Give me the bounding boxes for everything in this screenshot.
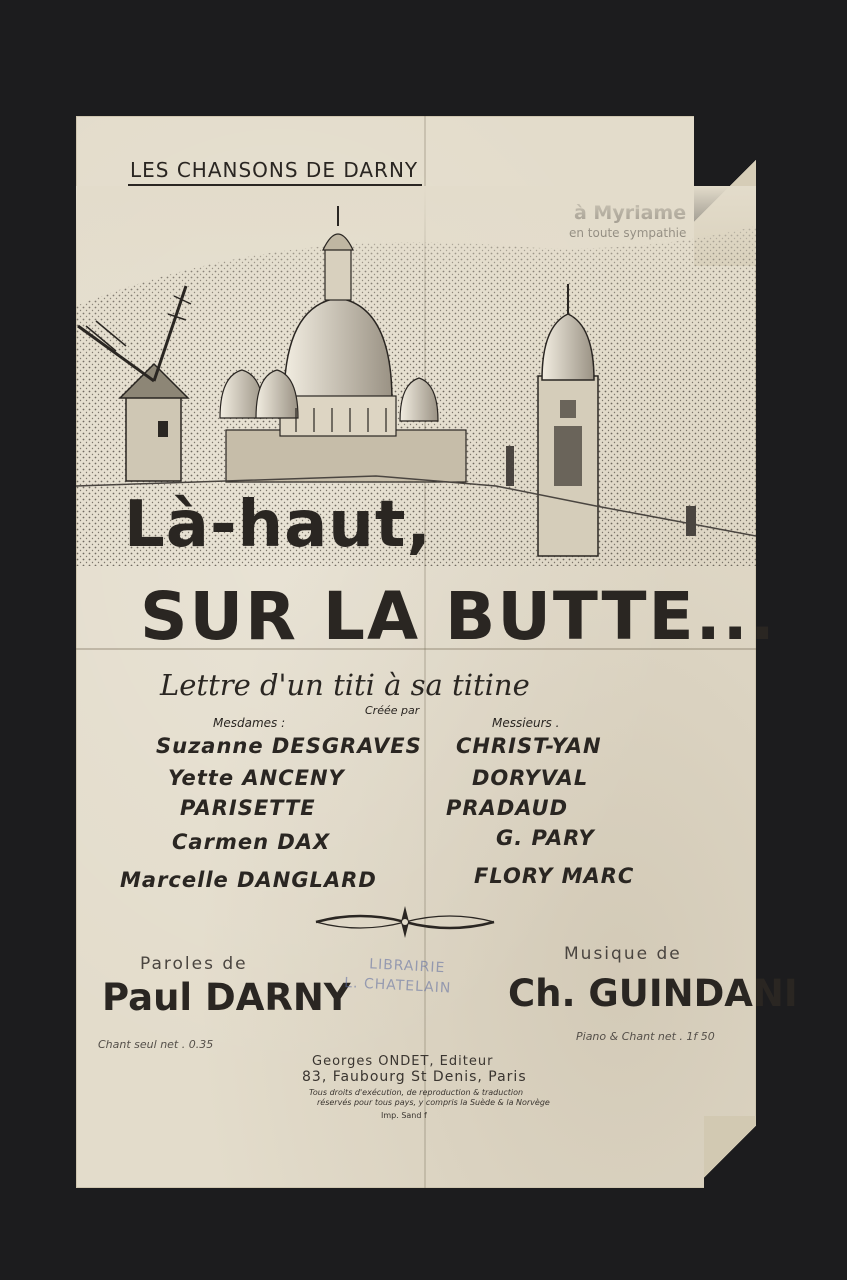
lyrics-label: Paroles de — [140, 954, 248, 974]
lyricist-name: Paul DARNY — [102, 976, 351, 1019]
women-cast-label: Mesdames : — [213, 716, 286, 730]
stamp-line-2: L. CHATELAIN — [343, 974, 452, 997]
song-title-line-1: Là-haut, — [124, 488, 432, 562]
music-label: Musique de — [564, 944, 682, 964]
performer-man: G. PARY — [496, 826, 595, 850]
printer-mark: Imp. Sand f — [381, 1111, 427, 1120]
performer-man: CHRIST-YAN — [456, 734, 602, 758]
rights-notice-2: réservés pour tous pays, y compris la Suède & la Norvège — [317, 1098, 550, 1107]
song-subtitle: Lettre d'un titi à sa titine — [160, 668, 530, 702]
performer-woman: Yette ANCENY — [168, 766, 345, 790]
performer-woman: Marcelle DANGLARD — [120, 868, 377, 892]
series-title: LES CHANSONS DE DARNY — [128, 158, 422, 186]
performer-woman: Carmen DAX — [172, 830, 331, 854]
composer-name: Ch. GUINDANI — [508, 972, 798, 1015]
sheet-music-cover — [76, 116, 798, 1188]
performer-man: DORYVAL — [472, 766, 589, 790]
men-cast-label: Messieurs . — [492, 716, 560, 730]
torn-corner-bottom-right — [704, 1116, 756, 1188]
rights-notice-1: Tous droits d'exécution, de reproduction & traduction — [309, 1088, 524, 1097]
performer-man: PRADAUD — [446, 796, 569, 820]
ornament-flourish — [310, 902, 500, 942]
piano-price: Piano & Chant net . 1f 50 — [576, 1030, 715, 1043]
performer-man: FLORY MARC — [474, 864, 635, 888]
voice-price: Chant seul net . 0.35 — [98, 1038, 214, 1051]
publisher-name: Georges ONDET, Editeur — [312, 1054, 494, 1069]
stamp-line-1: LIBRAIRIE — [368, 956, 446, 977]
performer-woman: PARISETTE — [180, 796, 316, 820]
performer-woman: Suzanne DESGRAVES — [156, 734, 422, 758]
bookseller-stamp — [336, 955, 467, 1024]
publisher-address: 83, Faubourg St Denis, Paris — [302, 1069, 527, 1085]
created-by-label: Créée par — [365, 704, 420, 717]
song-title-line-2: SUR LA BUTTE... — [140, 578, 777, 655]
